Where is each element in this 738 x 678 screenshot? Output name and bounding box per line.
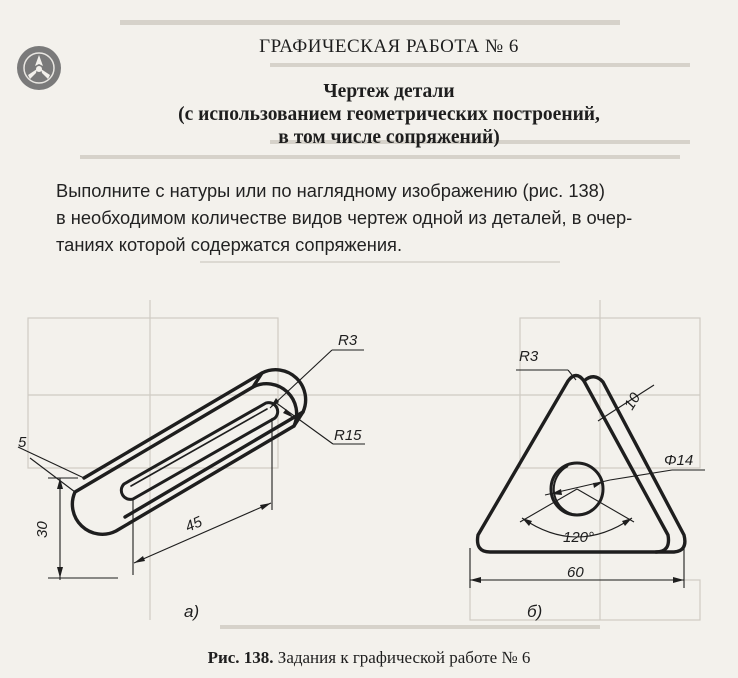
figure-b-drawing [470,348,705,621]
figure-b-dim-width: 60 [567,564,584,581]
figure-a-dim-thickness: 5 [18,434,27,451]
heading-line-1: Чертеж детали [323,81,455,102]
task-line-1: Выполните с натуры или по наглядному изображению (рис. 138) [56,180,605,201]
heading-line-3: в том числе сопряжений) [278,127,500,148]
figure-b-label: б) [527,602,543,621]
figure-a-dim-r3: R3 [338,332,358,349]
figure-a-label: а) [184,602,200,621]
task-text [56,177,716,258]
section-title: ГРАФИЧЕСКАЯ РАБОТА № 6 [259,36,519,57]
work-heading [0,80,738,149]
figure-a-drawing [18,332,365,621]
caption-number: Рис. 138. [207,648,274,667]
heading-line-2: (с использованием геометрических построений, [178,104,600,125]
task-line-3: таниях которой содержатся сопряжения. [56,234,403,255]
figure-b-dim-10: 10 [620,389,645,414]
figure-caption [0,648,738,668]
figures [0,300,738,640]
figure-b-dim-r3: R3 [519,348,539,365]
figure-a-dim-length: 45 [182,513,205,536]
caption-text: Задания к графической работе № 6 [277,648,531,667]
figure-a-dim-height: 30 [34,521,51,538]
figure-b-dim-diameter: Φ14 [664,452,694,469]
figure-a-dim-r15: R15 [334,427,362,444]
task-line-2: в необходимом количестве видов чертеж одной из деталей, в очер- [56,207,633,228]
figure-b-dim-angle: 120° [563,529,595,546]
